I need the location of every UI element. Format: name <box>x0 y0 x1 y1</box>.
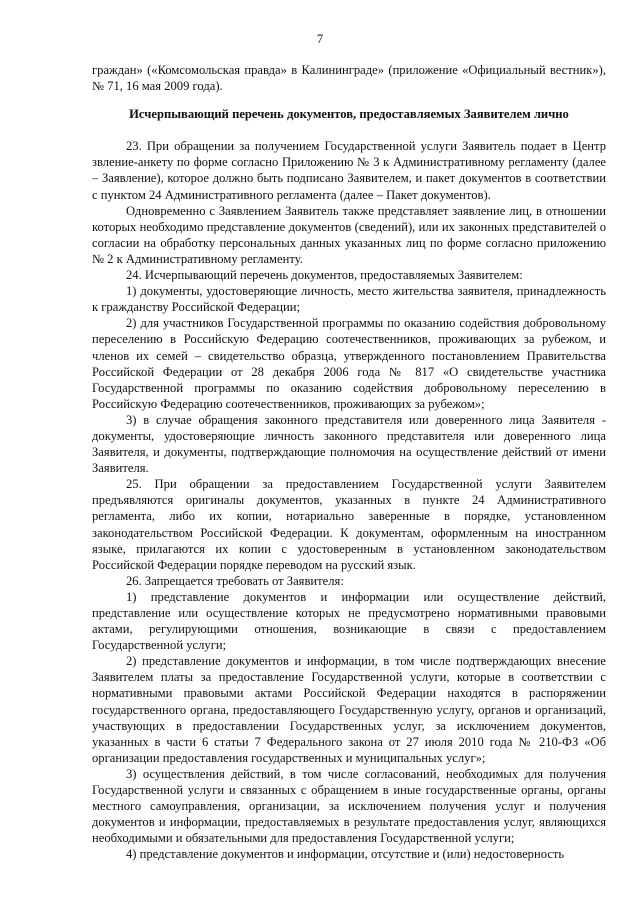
list-item-26-4: 4) представление документов и информации, отсутствие и (или) недостоверность <box>126 847 565 862</box>
section-heading: Исчерпывающий перечень документов, предоставляемых Заявителем лично <box>129 107 569 122</box>
page-number: 7 <box>316 32 324 46</box>
paragraph-25: 25. При обращении за предоставлением Государственной услуги Заявителем предъявляются оригиналы документов, указанных в пункте 24 Административного регламента, либо их копии, нотариально заверенные в порядке, установленном законодательством Российской Федерации. К документам, оформленным на иностранном языке, прилагаются их копии с удостоверенным в установленном законодательством Российской Федерации порядке переводом на русский язык. <box>92 477 606 572</box>
paragraph-23: 23. При обращении за получением Государственной услуги Заявитель подает в Центр звление-анкету по форме согласно Приложению № 3 к Административному регламенту (далее – Заявление), которое должно быть подписано Заявителем, и пакет документов в соответствии с пунктом 24 Административного регламента (далее – Пакет документов). <box>92 139 606 202</box>
list-item-26-3: 3) осуществления действий, в том числе согласований, необходимых для получения Государственной услуги и связанных с обращением в иные государственные органы, органы местного самоуправления, организации, за исключением получения услуг и получения документов и информации, предоставляемых в результате предоставления услуг, являющихся необходимыми и обязательными для предоставления Государственной услуги; <box>92 766 606 846</box>
intro-paragraph: граждан» («Комсомольская правда» в Калининграде» (приложение «Официальный вестник»), № 71, 16 мая 2009 года). <box>92 63 606 94</box>
document-body <box>92 62 606 863</box>
paragraph-consent: Одновременно с Заявлением Заявитель также представляет заявление лиц, в отношении которых необходимо представление документов (сведений), или их законных представителей о согласии на обработку персональных данных указанных лиц по форме согласно приложению № 2 к Административному регламенту. <box>92 203 606 266</box>
list-item-24-1: 1) документы, удостоверяющие личность, место жительства заявителя, принадлежность к гражданству Российской Федерации; <box>92 284 606 315</box>
list-item-24-3: 3) в случае обращения законного представителя или доверенного лица Заявителя - документы, удостоверяющие личность законного представителя или доверенного лица Заявителя, и документы, подтверждающие полномочия на осуществление действий от имени Заявителя. <box>92 412 606 476</box>
list-item-26-1: 1) представление документов и информации или осуществление действий, представление или осуществление которых не предусмотрено нормативными правовыми актами, регулирующими отношения, возникающие в связи с предоставлением Государственной услуги; <box>92 589 606 653</box>
list-item-24-2: 2) для участников Государственной программы по оказанию содействия добровольному переселению в Российскую Федерацию соотечественников, проживающих за рубежом, и членов их семей – свидетельство образца, утвержденного постановлением Правительства Российской Федерации от 28 декабря 2006 года № 817 «О свидетельстве участника Государственной программы по оказанию содействия добровольному переселению в Российскую Федерацию соотечественников, проживающих за рубежом»; <box>92 316 606 411</box>
list-item-26-2: 2) представление документов и информации, в том числе подтверждающих внесение Заявителем платы за предоставление Государственной услуги, которые в соответствии с нормативными правовыми актами Российской Федерации находятся в распоряжении государственного органа, предоставляющего Государственную услугу, органов и организаций, участвующих в предоставлении Государственных услуг, за исключением документов, указанных в части 6 статьи 7 Федерального закона от 27 июля 2010 года № 210-ФЗ «Об организации предоставления государственных и муниципальных услуг»; <box>92 654 606 765</box>
paragraph-26: 26. Запрещается требовать от Заявителя: <box>126 573 344 588</box>
paragraph-24: 24. Исчерпывающий перечень документов, предоставляемых Заявителем: <box>126 268 523 283</box>
